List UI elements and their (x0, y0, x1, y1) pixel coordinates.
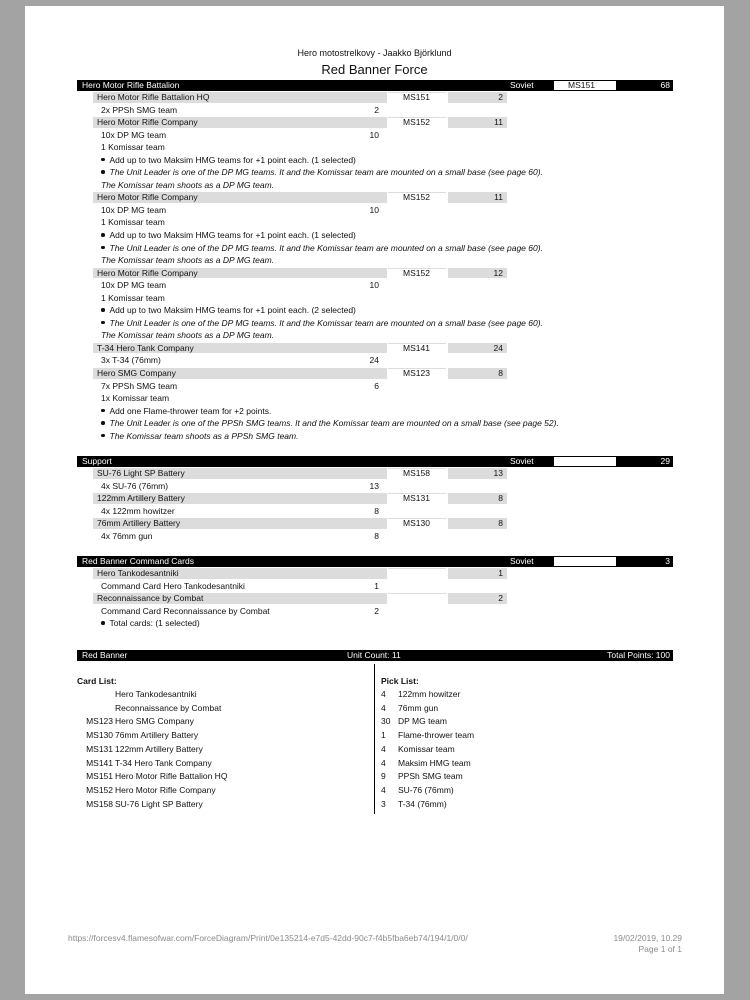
unit-row (77, 367, 673, 380)
unit-name: Hero Motor Rifle Company (93, 268, 387, 279)
unit-row (77, 191, 673, 204)
team-line (77, 530, 673, 543)
unit-count: Unit Count: 11 (347, 650, 401, 660)
section-header-bar (77, 80, 673, 91)
bullet-text: The Unit Leader is one of the DP MG teams. It and the Komissar team are mounted on a small base (see page 60). (101, 166, 543, 179)
pick-list-item (381, 784, 661, 798)
unit-name: Hero Motor Rifle Company (93, 117, 387, 128)
team-value: 6 (374, 380, 379, 391)
unit-row (77, 592, 673, 605)
card-name: SU-76 Light SP Battery (115, 798, 203, 809)
section-points: 68 (660, 80, 670, 90)
team-text: 1 Komissar team (101, 142, 165, 153)
section-title: Hero Motor Rifle Battalion (82, 80, 180, 90)
team-line (77, 292, 673, 305)
bullet-text: The Unit Leader is one of the DP MG teams. It and the Komissar team are mounted on a small base (see page 60). (101, 317, 543, 330)
card-name: Hero Motor Rifle Company (115, 784, 216, 795)
bullet-text: Add up to two Maksim HMG teams for +1 point each. (2 selected) (101, 304, 356, 317)
team-text: 4x 122mm howitzer (101, 505, 175, 516)
footer-url: https://forcesv4.flamesofwar.com/ForceDiagram/Print/0e135214-e7d5-42dd-90c7-f4b5fba6eb74/194/1/0/0/ (68, 933, 468, 943)
section-nation: Soviet (510, 556, 534, 566)
option-bullet (77, 154, 673, 167)
unit-code: MS158 (388, 468, 446, 479)
section-code (554, 557, 616, 566)
pick-name: Komissar team (398, 743, 455, 754)
pick-qty: 9 (381, 771, 386, 782)
unit-points: 8 (448, 518, 507, 529)
team-line (77, 104, 673, 117)
bullet-text: The Unit Leader is one of the DP MG teams. It and the Komissar team are mounted on a small base (see page 60). (101, 242, 543, 255)
team-line (77, 392, 673, 405)
pick-qty: 30 (381, 716, 391, 727)
unit-name: T-34 Hero Tank Company (93, 343, 387, 354)
unit-points: 13 (448, 468, 507, 479)
option-bullet (77, 229, 673, 242)
pick-name: 76mm gun (398, 702, 439, 713)
unit-points: 2 (448, 593, 507, 604)
team-line (77, 141, 673, 154)
card-code: MS123 (86, 716, 113, 727)
team-value: 2 (374, 605, 379, 616)
unit-row (77, 91, 673, 104)
team-text: Command Card Reconnaissance by Combat (101, 605, 270, 616)
card-code: MS152 (86, 784, 113, 795)
unit-code: MS123 (388, 368, 446, 379)
pick-list-item (381, 770, 661, 784)
team-text: 10x DP MG team (101, 204, 167, 215)
card-list-item (77, 729, 367, 743)
section-nation: Soviet (510, 80, 534, 90)
unit-code: MS152 (388, 117, 446, 128)
bullet-text: The Komissar team shoots as a PPSh SMG team. (101, 430, 298, 443)
unit-name: Hero Tankodesantniki (93, 568, 387, 579)
rule-note (77, 254, 673, 267)
pick-list-item (381, 715, 661, 729)
team-line (77, 380, 673, 393)
force-summary-bar (77, 650, 673, 661)
team-text: Command Card Hero Tankodesantniki (101, 580, 245, 591)
pick-name: T-34 (76mm) (398, 798, 447, 809)
team-line (77, 279, 673, 292)
bullet-text: The Unit Leader is one of the PPSh SMG teams. It and the Komissar team are mounted on a small base (see page 52). (101, 417, 559, 430)
card-name: Hero Motor Rifle Battalion HQ (115, 771, 228, 782)
footer-date: 19/02/2019, 10.29 (613, 933, 682, 943)
pick-qty: 4 (381, 689, 386, 699)
card-code: MS158 (86, 798, 113, 809)
team-line (77, 605, 673, 618)
card-list-item (77, 770, 367, 784)
unit-code (388, 593, 446, 604)
card-list-item (77, 688, 367, 702)
unit-row (77, 517, 673, 530)
footer-date-page (613, 933, 682, 955)
team-text: 10x DP MG team (101, 280, 167, 291)
unit-row (77, 467, 673, 480)
bullet-text: Total cards: (1 selected) (101, 617, 200, 630)
footer-page: Page 1 of 1 (638, 944, 682, 954)
unit-code (388, 568, 446, 579)
pick-list-item (381, 743, 661, 757)
option-bullet (77, 417, 673, 430)
section-points: 3 (665, 556, 670, 566)
unit-name: Reconnaissance by Combat (93, 593, 387, 604)
unit-points: 8 (448, 368, 507, 379)
card-list-item (77, 702, 367, 716)
option-bullet (77, 430, 673, 443)
card-code: MS130 (86, 730, 113, 741)
team-value: 1 (374, 580, 379, 591)
unit-row (77, 567, 673, 580)
rule-note (77, 329, 673, 342)
unit-code: MS141 (388, 343, 446, 354)
card-code: MS151 (86, 771, 113, 782)
card-list-item (77, 743, 367, 757)
card-name: Hero Tankodesantniki (115, 689, 197, 699)
unit-name: Hero Motor Rifle Company (93, 192, 387, 203)
team-value: 8 (374, 505, 379, 516)
team-text: 7x PPSh SMG team (101, 380, 178, 391)
section-title: Support (82, 456, 112, 466)
team-value: 10 (369, 204, 379, 215)
team-value: 10 (369, 129, 379, 140)
pick-qty: 4 (381, 743, 386, 754)
pick-list-item (381, 729, 661, 743)
team-text: 3x T-34 (76mm) (101, 355, 161, 366)
team-text: 4x 76mm gun (101, 530, 153, 541)
pick-name: Maksim HMG team (398, 757, 471, 768)
team-text: 4x SU-76 (76mm) (101, 480, 169, 491)
team-line (77, 580, 673, 593)
team-line (77, 216, 673, 229)
unit-name: 122mm Artillery Battery (93, 493, 387, 504)
option-bullet (77, 317, 673, 330)
card-list-heading: Card List: (77, 676, 117, 686)
card-name: 122mm Artillery Battery (115, 743, 203, 754)
pick-list-item (381, 798, 661, 812)
team-line (77, 129, 673, 142)
unit-name: SU-76 Light SP Battery (93, 468, 387, 479)
option-bullet (77, 166, 673, 179)
card-code: MS131 (86, 743, 113, 754)
card-name: Reconnaissance by Combat (115, 702, 222, 713)
unit-row (77, 342, 673, 355)
section-command-cards (77, 556, 673, 630)
pick-qty: 1 (381, 730, 386, 741)
force-title: Red Banner Force (321, 62, 428, 77)
team-value: 8 (374, 530, 379, 541)
unit-points: 12 (448, 268, 507, 279)
pick-list-heading: Pick List: (381, 676, 419, 686)
card-list-item (77, 715, 367, 729)
unit-row (77, 492, 673, 505)
total-points: Total Points: 100 (607, 650, 670, 660)
team-line (77, 204, 673, 217)
option-bullet (77, 304, 673, 317)
card-name: 76mm Artillery Battery (115, 730, 199, 741)
print-page (25, 6, 724, 994)
unit-points: 11 (448, 117, 507, 128)
card-list-item (77, 798, 367, 812)
rule-note (77, 179, 673, 192)
section-code (554, 457, 616, 466)
team-value: 13 (369, 480, 379, 491)
pick-list-item (381, 757, 661, 771)
unit-name: Hero Motor Rifle Battalion HQ (93, 92, 387, 103)
pick-name: SU-76 (76mm) (398, 784, 454, 795)
bullet-text: Add one Flame-thrower team for +2 points. (101, 405, 271, 418)
note-text: The Komissar team shoots as a DP MG team. (101, 179, 275, 190)
unit-code: MS152 (388, 268, 446, 279)
card-code: MS141 (86, 757, 113, 768)
option-bullet (77, 617, 673, 630)
note-text: The Komissar team shoots as a DP MG team. (101, 330, 275, 341)
team-line (77, 480, 673, 493)
pick-qty: 4 (381, 784, 386, 795)
team-text: 1x Komissar team (101, 393, 170, 404)
pick-name: DP MG team (398, 716, 447, 727)
list-divider (374, 664, 375, 814)
pick-qty: 3 (381, 798, 386, 809)
bullet-text: Add up to two Maksim HMG teams for +1 point each. (1 selected) (101, 154, 356, 167)
team-line (77, 354, 673, 367)
unit-code: MS131 (388, 493, 446, 504)
section-nation: Soviet (510, 456, 534, 466)
unit-points: 1 (448, 568, 507, 579)
section-hero-motor-rifle-battalion (77, 80, 673, 442)
unit-name: 76mm Artillery Battery (93, 518, 387, 529)
summary-name: Red Banner (82, 650, 128, 660)
pick-list-item (381, 688, 661, 702)
team-value: 24 (369, 355, 379, 366)
team-text: 2x PPSh SMG team (101, 104, 178, 115)
team-text: 1 Komissar team (101, 217, 165, 228)
force-subtitle: Hero motostrelkovy - Jaakko Björklund (297, 48, 452, 58)
pick-qty: 4 (381, 757, 386, 768)
section-points: 29 (660, 456, 670, 466)
card-name: T-34 Hero Tank Company (115, 757, 212, 768)
bullet-text: Add up to two Maksim HMG teams for +1 point each. (1 selected) (101, 229, 356, 242)
pick-list-item (381, 702, 661, 716)
unit-row (77, 267, 673, 280)
card-name: Hero SMG Company (115, 716, 194, 727)
unit-code: MS151 (388, 92, 446, 103)
team-value: 2 (374, 104, 379, 115)
unit-code: MS152 (388, 192, 446, 203)
unit-points: 24 (448, 343, 507, 354)
section-code: MS151 (554, 81, 616, 90)
pick-name: Flame-thrower team (398, 730, 475, 741)
team-text: 10x DP MG team (101, 129, 167, 140)
section-header-bar (77, 456, 673, 467)
section-title: Red Banner Command Cards (82, 556, 194, 566)
option-bullet (77, 405, 673, 418)
team-line (77, 505, 673, 518)
option-bullet (77, 242, 673, 255)
team-value: 10 (369, 280, 379, 291)
unit-code: MS130 (388, 518, 446, 529)
note-text: The Komissar team shoots as a DP MG team. (101, 255, 275, 266)
unit-name: Hero SMG Company (93, 368, 387, 379)
unit-row (77, 116, 673, 129)
card-list-item (77, 784, 367, 798)
section-support (77, 456, 673, 542)
unit-points: 2 (448, 92, 507, 103)
pick-name: PPSh SMG team (398, 771, 463, 782)
pick-name: 122mm howitzer (398, 689, 461, 699)
unit-points: 8 (448, 493, 507, 504)
section-header-bar (77, 556, 673, 567)
lists-area (77, 664, 673, 824)
pick-qty: 4 (381, 702, 386, 713)
card-list-item (77, 757, 367, 771)
unit-points: 11 (448, 192, 507, 203)
team-text: 1 Komissar team (101, 292, 165, 303)
